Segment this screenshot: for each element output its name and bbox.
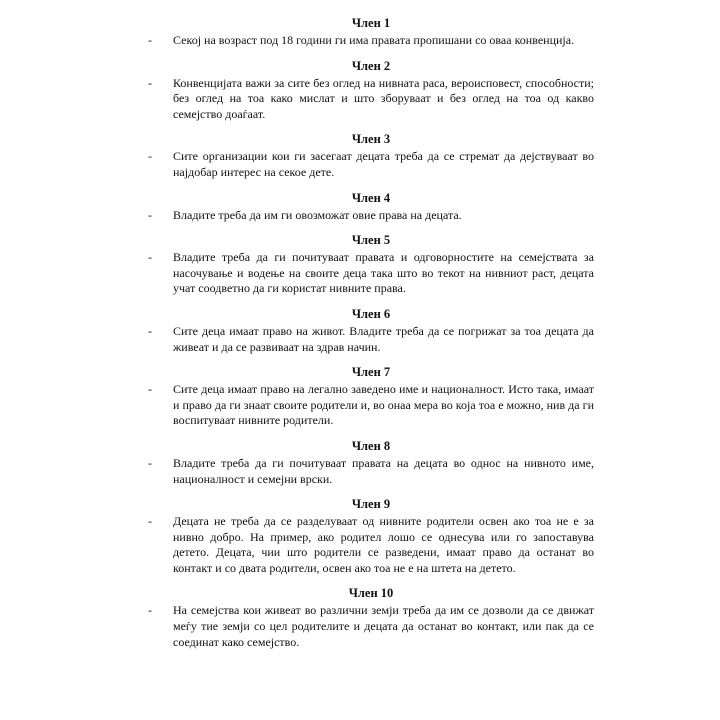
article-heading: Член 4 [351, 190, 391, 205]
article-heading: Член 5 [351, 233, 391, 248]
article-7 [148, 365, 594, 429]
article-item [148, 76, 594, 123]
article-text: Владите треба да им ги овозможат овие права на децата. [173, 207, 462, 222]
article-heading: Член 7 [351, 365, 391, 380]
bullet-dash: - [148, 323, 152, 338]
article-heading: Член 10 [348, 586, 394, 601]
article-item [148, 382, 594, 429]
article-text: Сите организации кои ги засегаат децата треба да се стремат да дејствуваат во најдобар интерес на секое дете. [173, 149, 594, 179]
article-item [148, 324, 594, 355]
bullet-dash: - [148, 455, 152, 470]
article-5 [148, 233, 594, 297]
bullet-dash: - [148, 149, 152, 164]
article-text: Владите треба да ги почитуваат правата и одговорностите на семејствата за насочување и водење на своите деца така што во текот на нивниот раст, децата учат соодветно да ги користат нивните права. [173, 250, 594, 296]
article-heading: Член 2 [351, 58, 391, 73]
article-2 [148, 59, 594, 123]
bullet-dash: - [148, 250, 152, 265]
bullet-dash: - [148, 514, 152, 529]
article-9 [148, 497, 594, 576]
article-item [148, 456, 594, 487]
bullet-dash: - [148, 603, 152, 618]
article-item [148, 208, 594, 224]
article-text: Конвенцијата важи за сите без оглед на нивната раса, вероисповест, способности; без оглед на тоа како мислат и што зборуваат и без оглед на тоа од какво семејство доаѓаат. [173, 75, 594, 121]
article-heading: Член 8 [351, 438, 391, 453]
bullet-dash: - [148, 382, 152, 397]
article-item [148, 33, 594, 49]
article-1 [148, 16, 594, 49]
article-3 [148, 132, 594, 180]
document-page [148, 16, 594, 660]
bullet-dash: - [148, 33, 152, 47]
article-6 [148, 307, 594, 355]
article-text: Сите деца имаат право на живот. Владите треба да се погрижат за тоа децата да живеат и да се развиваат на здрав начин. [173, 323, 594, 354]
article-text: Секој на возраст под 18 години ги има правата пропишани со оваа конвенција. [173, 33, 575, 47]
article-item [148, 250, 594, 297]
article-text: Сите деца имаат право на легално заведено име и националност. Исто така, имаат и право да ги знаат своите родители и, во онаа мера во која тоа е можно, нив да ги воспитуваат нивните родители. [173, 382, 594, 428]
article-4 [148, 191, 594, 224]
article-10 [148, 586, 594, 650]
bullet-dash: - [148, 207, 152, 222]
article-item [148, 603, 594, 650]
article-heading: Член 9 [351, 497, 391, 512]
article-heading: Член 1 [351, 16, 391, 30]
article-item [148, 514, 594, 576]
article-text: На семејства кои живеат во различни земји треба да им се дозволи да се движат меѓу тие земји со цел родителите и децата да останат во контакт, или пак да се соединат како семејство. [173, 603, 594, 649]
bullet-dash: - [148, 75, 152, 90]
article-heading: Член 6 [351, 306, 391, 321]
article-text: Децата не треба да се разделуваат од нивните родители освен ако тоа не е за нивно добро. На пример, ако родител лошо се однесува или го запоставува детето. Децата, чии што родители се разведени, имаат право да останат во контакт и со двата родители, освен ако тоа не е на штета на детето. [173, 514, 594, 575]
article-text: Владите треба да ги почитуваат правата на децата во однос на нивното име, националност и семејни врски. [173, 455, 594, 486]
article-8 [148, 439, 594, 487]
article-heading: Член 3 [351, 132, 391, 147]
article-item [148, 149, 594, 180]
